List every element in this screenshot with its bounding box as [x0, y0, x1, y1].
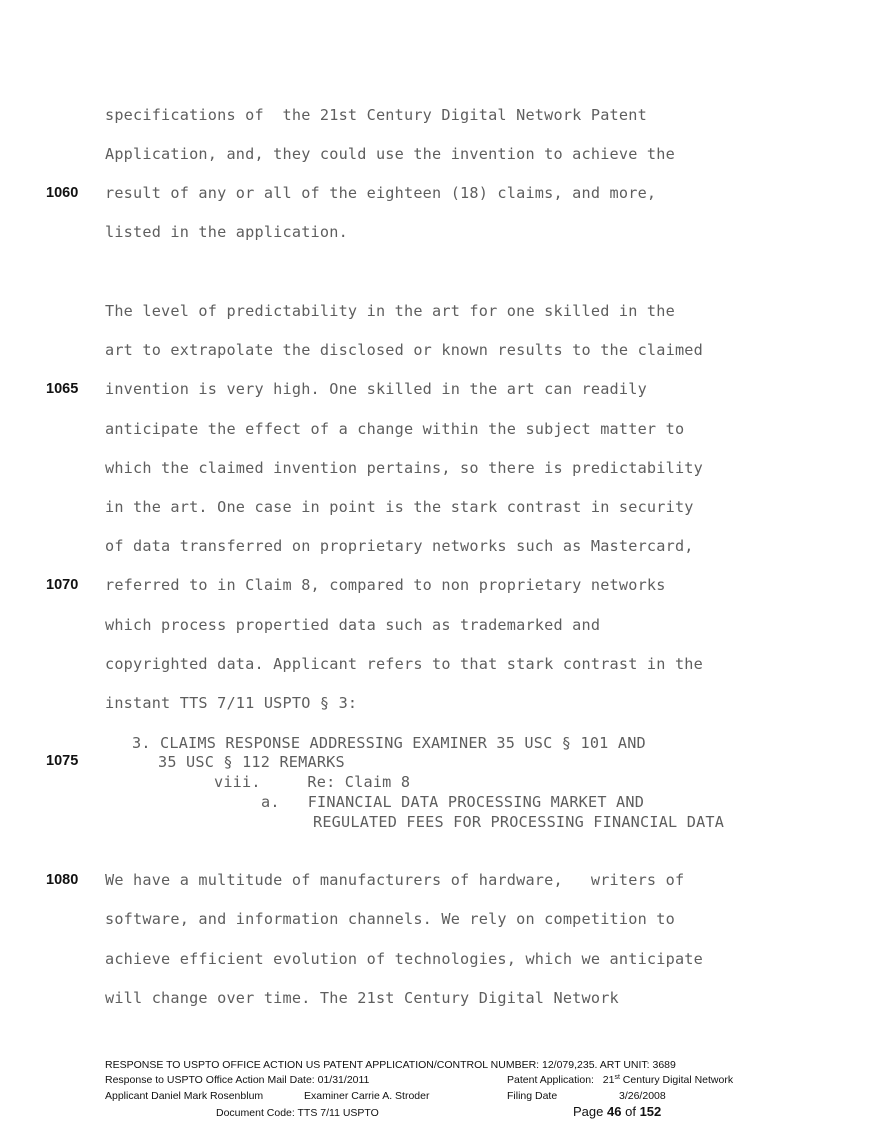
text-line: software, and information channels. We rely on competition to — [105, 910, 675, 928]
quote-line: REGULATED FEES FOR PROCESSING FINANCIAL DATA — [313, 813, 725, 831]
text-line: referred to in Claim 8, compared to non proprietary networks — [105, 576, 666, 594]
line-number: 1075 — [46, 753, 79, 769]
text-line: We have a multitude of manufacturers of hardware, writers of — [105, 871, 685, 889]
text-line: The level of predictability in the art for one skilled in the — [105, 302, 675, 320]
footer-filing-label: Filing Date — [507, 1090, 558, 1102]
text-line: specifications of the 21st Century Digital Network Patent — [105, 106, 647, 124]
text-line: Application, and, they could use the invention to achieve the — [105, 145, 675, 163]
text-line: achieve efficient evolution of technologies, which we anticipate — [105, 950, 703, 968]
footer-filing-date: 3/26/2008 — [619, 1090, 666, 1102]
text-line: anticipate the effect of a change within the subject matter to — [105, 420, 685, 438]
line-number: 1065 — [46, 381, 79, 397]
text-line: which process propertied data such as trademarked and — [105, 616, 601, 634]
line-number: 1060 — [46, 185, 79, 201]
text-line: instant TTS 7/11 USPTO § 3: — [105, 694, 358, 712]
text-line: invention is very high. One skilled in the art can readily — [105, 380, 647, 398]
footer-document-code: Document Code: TTS 7/11 USPTO — [216, 1107, 379, 1119]
footer-examiner: Examiner Carrie A. Stroder — [304, 1090, 430, 1102]
text-line: which the claimed invention pertains, so there is predictability — [105, 459, 703, 477]
text-line: will change over time. The 21st Century Digital Network — [105, 989, 619, 1007]
text-line: listed in the application. — [105, 223, 348, 241]
quote-line: a. FINANCIAL DATA PROCESSING MARKET AND — [261, 793, 645, 811]
quote-line: 35 USC § 112 REMARKS — [158, 753, 345, 771]
footer-title: RESPONSE TO USPTO OFFICE ACTION US PATENT APPLICATION/CONTROL NUMBER: 12/079,235. ART UNIT: 3689 — [105, 1059, 676, 1071]
footer-applicant: Applicant Daniel Mark Rosenblum — [105, 1090, 264, 1102]
text-line: result of any or all of the eighteen (18) claims, and more, — [105, 184, 657, 202]
text-line: copyrighted data. Applicant refers to that stark contrast in the — [105, 655, 703, 673]
footer-response-date: Response to USPTO Office Action Mail Date: 01/31/2011 — [105, 1074, 370, 1086]
footer-patent-application: Patent Application: 21st Century Digital Network — [507, 1074, 734, 1086]
quote-heading: 3. CLAIMS RESPONSE ADDRESSING EXAMINER 35 USC § 101 AND — [132, 734, 646, 752]
text-line: in the art. One case in point is the stark contrast in security — [105, 498, 694, 516]
quote-subheading: viii. Re: Claim 8 — [214, 773, 411, 791]
text-line: art to extrapolate the disclosed or known results to the claimed — [105, 341, 703, 359]
text-line: of data transferred on proprietary networks such as Mastercard, — [105, 537, 694, 555]
line-number: 1070 — [46, 577, 79, 593]
page-number: Page 46 of 152 — [573, 1104, 662, 1119]
line-number: 1080 — [46, 872, 79, 888]
